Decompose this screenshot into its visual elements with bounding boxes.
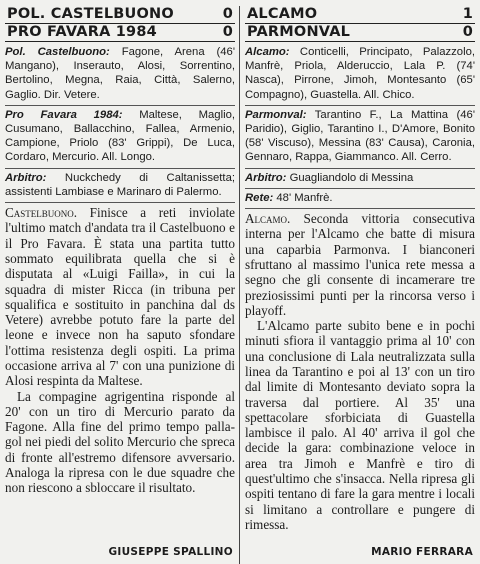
divider — [245, 168, 475, 169]
paragraph-text: Seconda vittoria consecutiva interna per l'Alcamo che batte di misura una caparbia Parmonva. I bianconeri sfruttano al massimo l'unica rete messa a segno che gli consente di incamerare tre preziosissimi punti per la rincorsa verso i playoff. — [245, 211, 475, 318]
article-paragraph: La compagine agrigentina risponde al 20' con un tiro di Mercurio parato da Fagone. Alla fine del primo tempo palla-gol nei piedi del solito Mercurio che spreca di fronte all'estremo difensore avversario. Analoga la ripresa con le due squadre che non riescono a sbloccare il risultato. — [5, 388, 235, 496]
lineup-away-players: Tarantino F., La Mattina (46' Paridio), Giglio, Tarantino I., D'Amore, Bonito (58' Viscuso), Messina (83' Causa), Caronia, Gennaro, Rappa, Giammanco. All. Cerro. — [245, 108, 475, 164]
columns — [5, 6, 475, 564]
team-name-away: PARMONVAL — [247, 24, 351, 40]
lineup-home-label: Pol. Castelbuono: — [5, 46, 110, 58]
scoreline-away — [245, 24, 475, 42]
scoreline-away — [5, 24, 235, 42]
score-away: 0 — [462, 24, 473, 40]
lineup-home — [5, 45, 235, 102]
referee-text: Guagliandolo di Messina — [289, 171, 414, 184]
score-home: 0 — [222, 6, 233, 22]
divider — [245, 188, 475, 189]
score-away: 0 — [222, 24, 233, 40]
lineup-away — [245, 108, 475, 165]
lineup-away-players: Maltese, Maglio, Cusumano, Ballacchino, Fallea, Armenio, Campione, Priolo (83' Grippi), De Luca, Cordaro, Mercurio. All. Longo. — [5, 108, 236, 164]
scoreline-home — [245, 6, 475, 24]
team-name-away: PRO FAVARA 1984 — [7, 24, 157, 40]
divider — [245, 208, 475, 209]
referee-text: Nuckchedy di Caltanissetta; assistenti Lambiase e Marinaro di Palermo. — [5, 171, 235, 198]
lineup-home — [245, 45, 475, 102]
lineup-away — [5, 108, 235, 165]
article-body — [245, 211, 475, 532]
referee-info — [245, 171, 475, 185]
article-body — [5, 205, 235, 496]
lineup-home-players: Fagone, Arena (46' Mangano), Inserauto, Alosi, Sorrentino, Bertolino, Megna, Raia, Città, Salerno, Gaglio. Dir. Vetere. — [5, 46, 235, 101]
scoreline-home — [5, 6, 235, 24]
divider — [5, 105, 235, 106]
referee-label: Arbitro: — [245, 171, 287, 184]
lineup-home-players: Conticelli, Principato, Palazzolo, Manfrè, Priola, Alderuccio, Lala P. (74' Nasca), Pirrone, Jimoh, Montesanto (65' Compagno), Guastella. All. Chico. — [245, 46, 476, 101]
article-paragraph — [245, 211, 475, 318]
goal-text: 48' Manfrè. — [276, 191, 333, 204]
referee-label: Arbitro: — [5, 171, 47, 184]
team-name-home: ALCAMO — [247, 6, 318, 22]
lineup-away-label: Pro Favara 1984: — [5, 108, 123, 121]
article-paragraph — [5, 205, 235, 389]
match-report-castelbuono — [5, 6, 240, 564]
author-byline: GIUSEPPE SPALLINO — [108, 546, 233, 558]
divider — [5, 168, 235, 169]
paragraph-text: Finisce a reti inviolate l'ultimo match d'andata tra il Castelbuono e il Pro Favara. È stata una partita tutto sommato equilibrata quella che si è disputata al «Luigi Failla», in cui la squadra di mister Ricca (in tribuna per squalifica e sostituito in panchina dal ds Vetere) avrebbe potuto fare la parte del leone e invece non ha saputo sfondare l'ottima resistenza degli ospiti. La prima occasione arriva al 7' con una punizione di Alosi respinta da Maltese. — [5, 205, 235, 389]
score-home: 1 — [462, 6, 473, 22]
match-report-alcamo — [240, 6, 475, 564]
lineup-home-label: Alcamo: — [245, 46, 290, 58]
goal-label: Rete: — [245, 191, 274, 204]
dateline: Alcamo. — [245, 211, 291, 227]
referee-info — [5, 171, 235, 199]
goal-info — [245, 191, 475, 205]
divider — [5, 202, 235, 203]
team-name-home: POL. CASTELBUONO — [7, 6, 174, 22]
lineup-away-label: Parmonval: — [245, 108, 307, 121]
divider — [245, 105, 475, 106]
dateline: Castelbuono. — [5, 205, 78, 221]
article-paragraph: L'Alcamo parte subito bene e in pochi minuti sfiora il vantaggio prima al 10' con una conclusione di Lala neutralizzata sulla linea da Tarantino e poi al 13' con un tiro dal limite di Montesanto deviato sopra la traversa dal portiere. Al 35' una spettacolare sforbiciata di Guastella lambisce il palo. Al 40' arriva il gol che decide la gara: combinazione veloce in area tra Jimoh e Manfrè e tiro di quest'ultimo che s'insacca. Nella ripresa gli ospiti tentano di fare la gara mentre i locali si limitano a controllare e pungere di rimessa. — [245, 318, 475, 532]
author-byline: MARIO FERRARA — [371, 546, 473, 558]
